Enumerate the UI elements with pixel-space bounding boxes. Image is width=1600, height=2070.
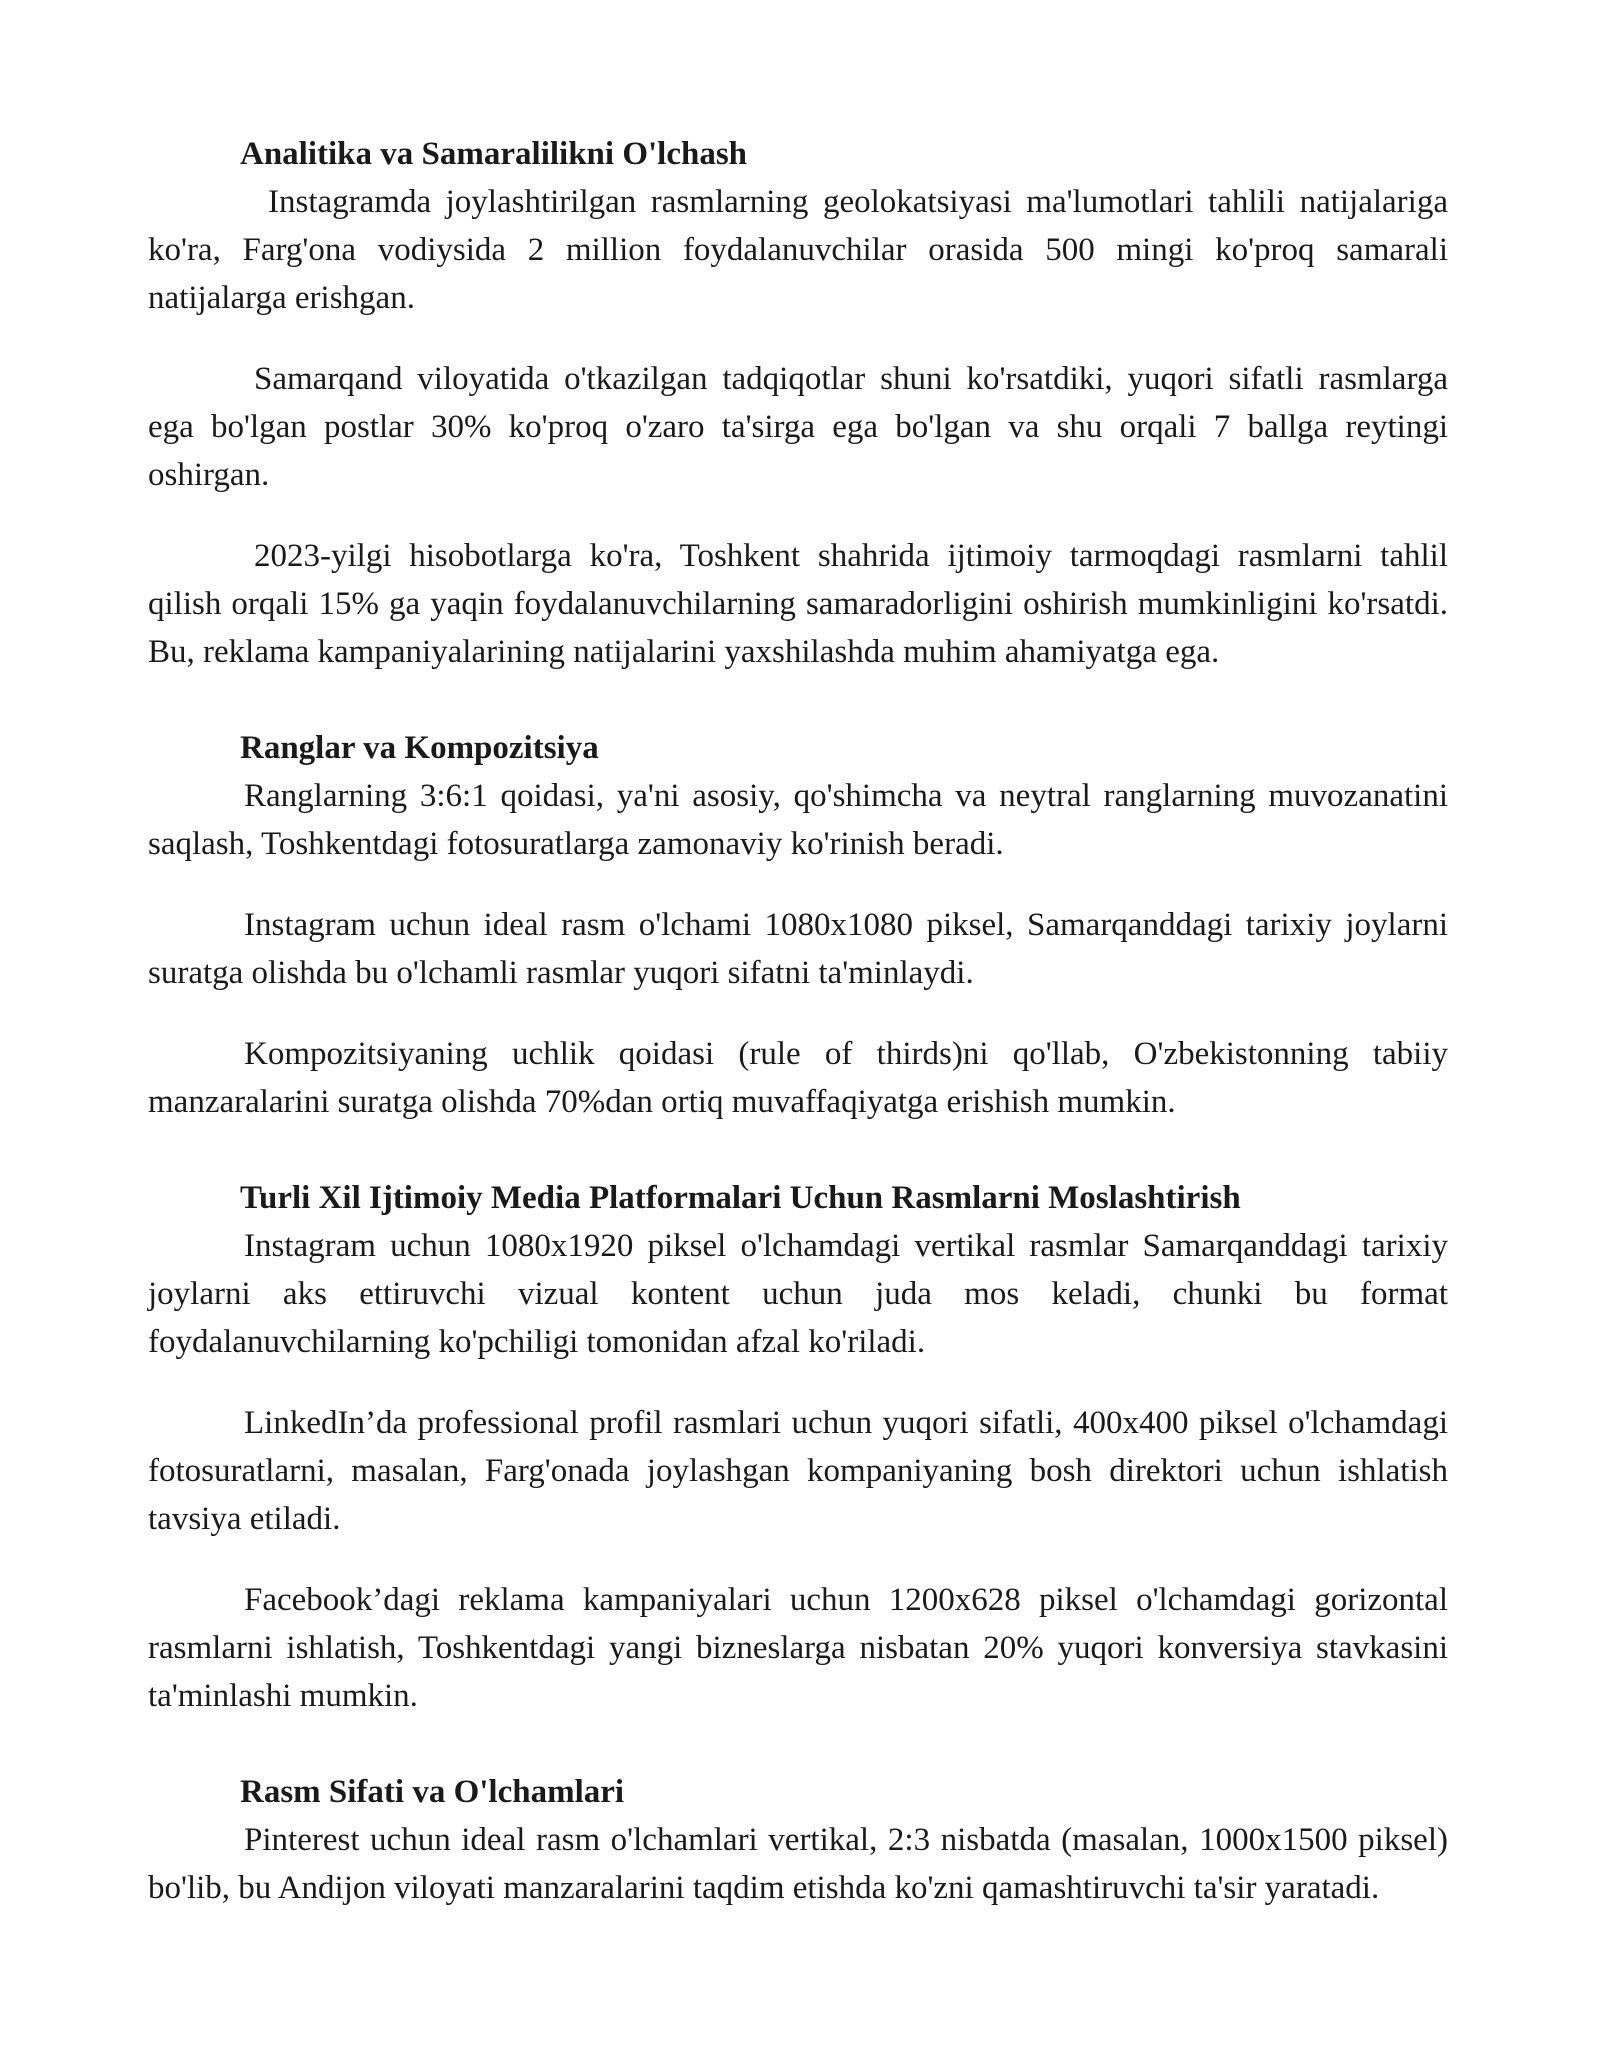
paragraph: Kompozitsiyaning uchlik qoidasi (rule of thirds)ni qo'llab, O'zbekistonning tabiiy manzaralarini suratga olishda 70%dan ortiq muvaffaqiyatga erishish mumkin. (148, 1036, 1448, 1120)
paragraph: Facebook’dagi reklama kampaniyalari uchun 1200x628 piksel o'lchamdagi gorizontal rasmlarni ishlatish, Toshkentdagi yangi bizneslarga nisbatan 20% yuqori konversiya stavkasini ta'minlashi mumkin. (148, 1582, 1448, 1714)
paragraph: Samarqand viloyatida o'tkazilgan tadqiqotlar shuni ko'rsatdiki, yuqori sifatli rasmlarga ega bo'lgan postlar 30% ko'proq o'zaro ta'sirga ega bo'lgan va shu orqali 7 ballga reytingi oshirgan. (148, 361, 1448, 493)
section-heading-platforms: Turli Xil Ijtimoiy Media Platformalari Uchun Rasmlarni Moslashtirish (240, 1180, 1241, 1216)
paragraph: LinkedIn’da professional profil rasmlari uchun yuqori sifatli, 400x400 piksel o'lchamdagi fotosuratlarni, masalan, Farg'onada joylashgan kompaniyaning bosh direktori uchun ishlatish tavsiya etiladi. (148, 1405, 1448, 1537)
section-heading-image-quality: Rasm Sifati va O'lchamlari (240, 1774, 625, 1810)
section-heading-colors: Ranglar va Kompozitsiya (240, 730, 599, 766)
paragraph: 2023-yilgi hisobotlarga ko'ra, Toshkent shahrida ijtimoiy tarmoqdagi rasmlarni tahlil qilish orqali 15% ga yaqin foydalanuvchilarning samaradorligini oshirish mumkinligini ko'rsatdi. Bu, reklama kampaniyalarining natijalarini yaxshilashda muhim ahamiyatga ega. (148, 538, 1448, 670)
paragraph: Instagram uchun ideal rasm o'lchami 1080x1080 piksel, Samarqanddagi tarixiy joylarni suratga olishda bu o'lchamli rasmlar yuqori sifatni ta'minlaydi. (148, 907, 1448, 991)
document-page (148, 130, 1448, 1912)
paragraph: Instagram uchun 1080x1920 piksel o'lchamdagi vertikal rasmlar Samarqanddagi tarixiy joylarni aks ettiruvchi vizual kontent uchun juda mos keladi, chunki bu format foydalanuvchilarning ko'pchiligi tomonidan afzal ko'riladi. (148, 1228, 1448, 1360)
paragraph: Ranglarning 3:6:1 qoidasi, ya'ni asosiy, qo'shimcha va neytral ranglarning muvozanatini saqlash, Toshkentdagi fotosuratlarga zamonaviy ko'rinish beradi. (148, 778, 1448, 862)
paragraph: Instagramda joylashtirilgan rasmlarning geolokatsiyasi ma'lumotlari tahlili natijalariga ko'ra, Farg'ona vodiysida 2 million foydalanuvchilar orasida 500 mingi ko'proq samarali natijalarga erishgan. (148, 184, 1448, 316)
section-heading-analytics: Analitika va Samaralilikni O'lchash (240, 136, 748, 172)
paragraph: Pinterest uchun ideal rasm o'lchamlari vertikal, 2:3 nisbatda (masalan, 1000x1500 piksel) bo'lib, bu Andijon viloyati manzaralarini taqdim etishda ko'zni qamashtiruvchi ta'sir yaratadi. (148, 1822, 1448, 1906)
